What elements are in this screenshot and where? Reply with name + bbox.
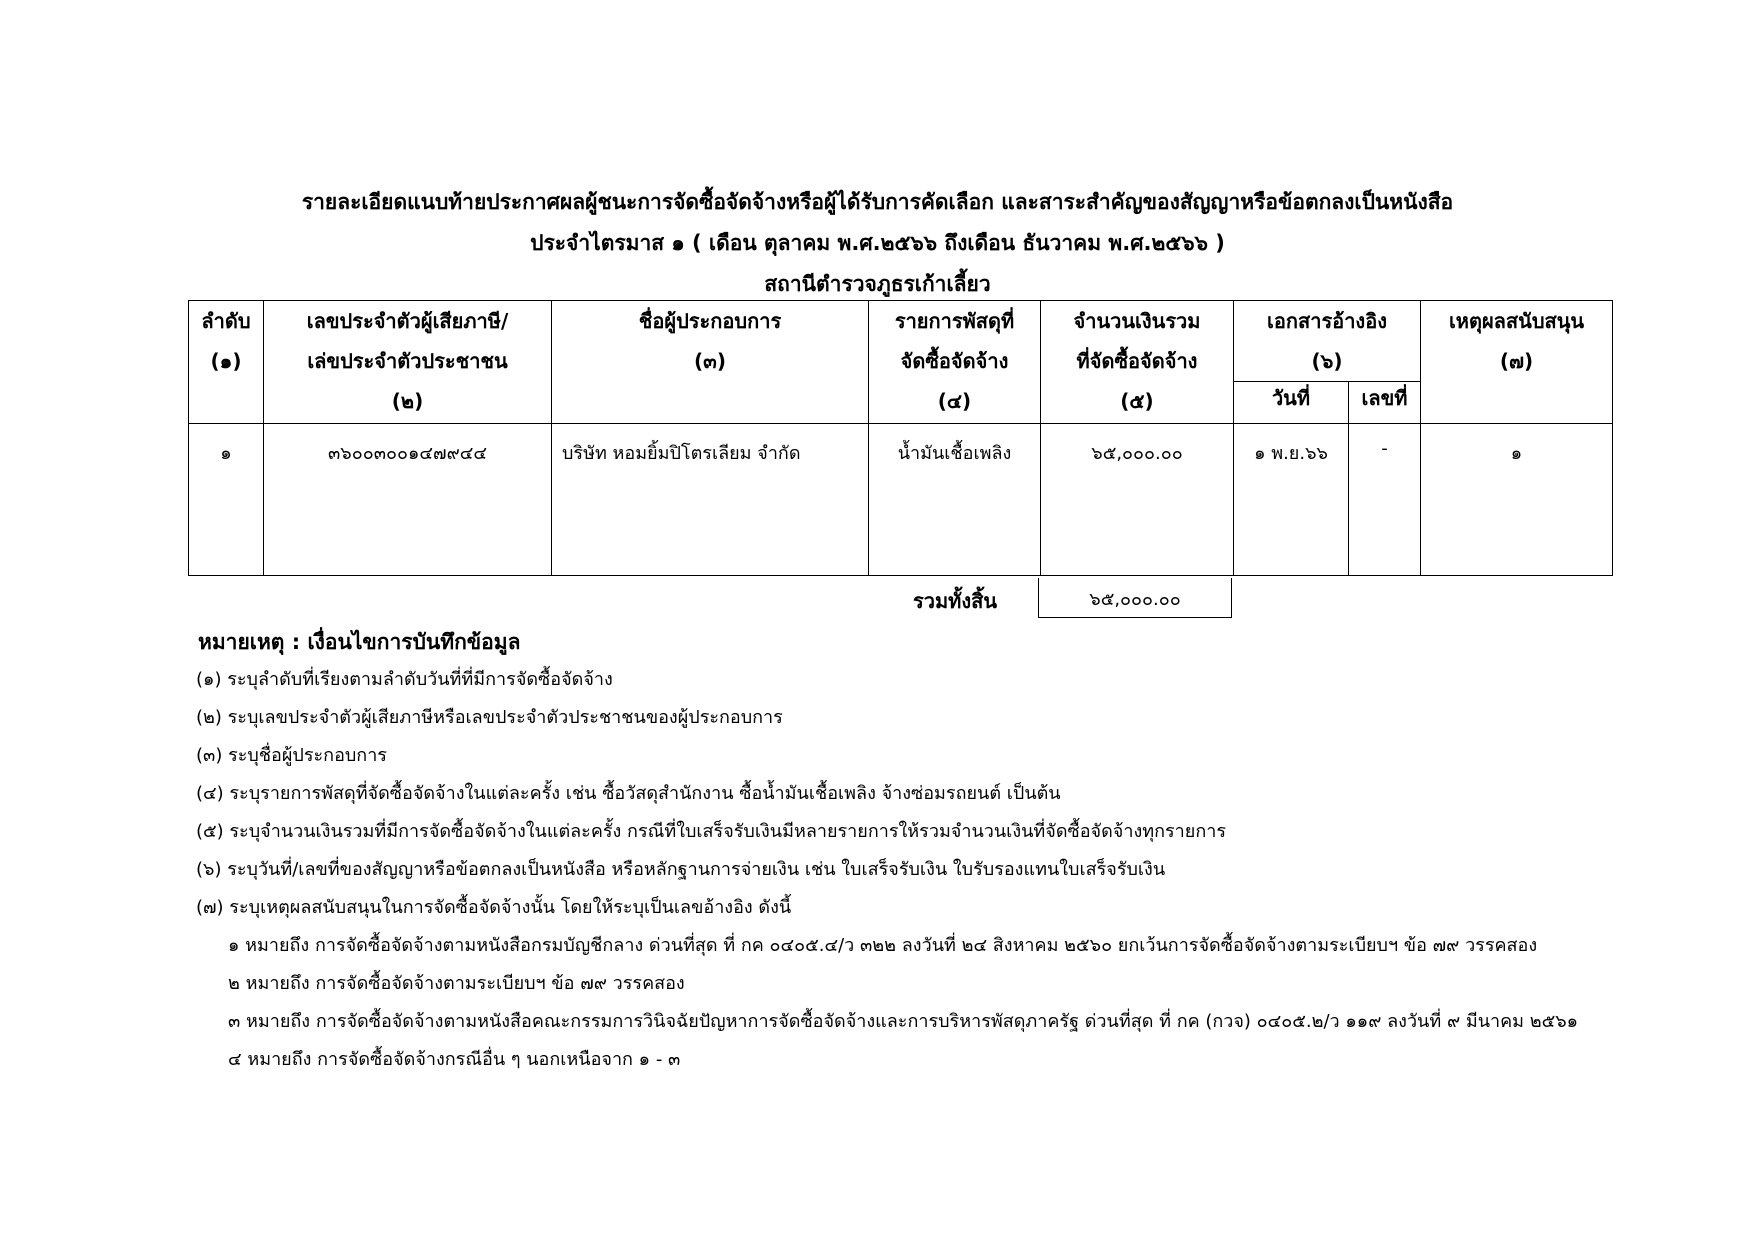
note-item: (๑) ระบุลำดับที่เรียงตามลำดับวันที่ที่มีการจัดซื้อจัดจ้าง xyxy=(196,669,613,690)
cell-date: ๑ พ.ย.๖๖ xyxy=(1234,424,1349,576)
header-doc-number: เลขที่ xyxy=(1349,382,1421,424)
header-row xyxy=(189,301,1613,382)
document-title: รายละเอียดแนบท้ายประกาศผลผู้ชนะการจัดซื้อจัดจ้างหรือผู้ได้รับการคัดเลือก และสาระสำคัญของสัญญาหรือข้อตกลงเป็นหนังสือ xyxy=(301,190,1454,214)
note-item: (๔) ระบุรายการพัสดุที่จัดซื้อจัดจ้างในแต่ละครั้ง เช่น ซื้อวัสดุสำนักงาน ซื้อน้ำมันเชื้อเพลิง จ้างซ่อมรถยนต์ เป็นต้น xyxy=(196,783,1061,804)
total-label: รวมทั้งสิ้น xyxy=(913,589,997,613)
reason-definition: ๓ หมายถึง การจัดซื้อจัดจ้างตามหนังสือคณะกรรมการวินิจฉัยปัญหาการจัดซื้อจัดจ้างและการบริหารพัสดุภาครัฐ ด่วนที่สุด ที่ กค (กวจ) ๐๔๐๕.๒/ว ๑๑๙ ลงวันที่ ๙ มีนาคม ๒๕๖๑ xyxy=(228,1011,1579,1032)
document-period: ประจำไตรมาส ๑ ( เดือน ตุลาคม พ.ศ.๒๕๖๖ ถึงเดือน ธันวาคม พ.ศ.๒๕๖๖ ) xyxy=(530,231,1225,255)
note-item: (๓) ระบุชื่อผู้ประกอบการ xyxy=(196,745,387,766)
reason-definition: ๔ หมายถึง การจัดซื้อจัดจ้างกรณีอื่น ๆ นอกเหนือจาก ๑ - ๓ xyxy=(228,1049,681,1070)
header-reference-doc: เอกสารอ้างอิง (๖) xyxy=(1234,301,1421,382)
header-reason: เหตุผลสนับสนุน (๗) xyxy=(1421,301,1613,424)
notes-title: หมายเหตุ : เงื่อนไขการบันทึกข้อมูล xyxy=(198,630,521,654)
cell-vendor: บริษัท หอมยิ้มปิโตรเลียม จำกัด xyxy=(552,424,869,576)
total-amount: ๖๕,๐๐๐.๐๐ xyxy=(1038,578,1232,618)
reason-definition: ๑ หมายถึง การจัดซื้อจัดจ้างตามหนังสือกรมบัญชีกลาง ด่วนที่สุด ที่ กค ๐๔๐๕.๔/ว ๓๒๒ ลงวันที่ ๒๔ สิงหาคม ๒๕๖๐ ยกเว้นการจัดซื้อจัดจ้างตามระเบียบฯ ข้อ ๗๙ วรรคสอง xyxy=(228,935,1538,956)
note-item: (๖) ระบุวันที่/เลขที่ของสัญญาหรือข้อตกลงเป็นหนังสือ หรือหลักฐานการจ่ายเงิน เช่น ใบเสร็จรับเงิน ใบรับรองแทนใบเสร็จรับเงิน xyxy=(196,859,1166,880)
header-tax-id: เลขประจำตัวผู้เสียภาษี/ เล่ขประจำตัวประชาชน (๒) xyxy=(264,301,552,424)
note-item: (๕) ระบุจำนวนเงินรวมที่มีการจัดซื้อจัดจ้างในแต่ละครั้ง กรณีที่ใบเสร็จรับเงินมีหลายรายการให้รวมจำนวนเงินที่จัดซื้อจัดจ้างทุกรายการ xyxy=(196,821,1226,842)
document-organization: สถานีตำรวจภูธรเก้าเลี้ยว xyxy=(764,272,991,296)
cell-item: น้ำมันเชื้อเพลิง xyxy=(869,424,1041,576)
cell-order: ๑ xyxy=(189,424,264,576)
cell-amount: ๖๕,๐๐๐.๐๐ xyxy=(1041,424,1234,576)
cell-doc-number: - xyxy=(1349,424,1421,576)
header-item: รายการพัสดุที่ จัดซื้อจัดจ้าง (๔) xyxy=(869,301,1041,424)
table-row xyxy=(189,424,1613,576)
header-amount: จำนวนเงินรวม ที่จัดซื้อจัดจ้าง (๕) xyxy=(1041,301,1234,424)
cell-reason: ๑ xyxy=(1421,424,1613,576)
note-item: (๒) ระบุเลขประจำตัวผู้เสียภาษีหรือเลขประจำตัวประชาชนของผู้ประกอบการ xyxy=(196,707,783,728)
header-date: วันที่ xyxy=(1234,382,1349,424)
procurement-table xyxy=(188,300,1613,576)
cell-tax-id: ๓๖๐๐๓๐๐๑๔๗๙๔๔ xyxy=(264,424,552,576)
note-item: (๗) ระบุเหตุผลสนับสนุนในการจัดซื้อจัดจ้างนั้น โดยให้ระบุเป็นเลขอ้างอิง ดังนี้ xyxy=(196,897,792,918)
reason-definition: ๒ หมายถึง การจัดซื้อจัดจ้างตามระเบียบฯ ข้อ ๗๙ วรรคสอง xyxy=(228,973,685,994)
header-order: ลำดับ (๑) xyxy=(189,301,264,424)
header-vendor: ชื่อผู้ประกอบการ (๓) xyxy=(552,301,869,424)
